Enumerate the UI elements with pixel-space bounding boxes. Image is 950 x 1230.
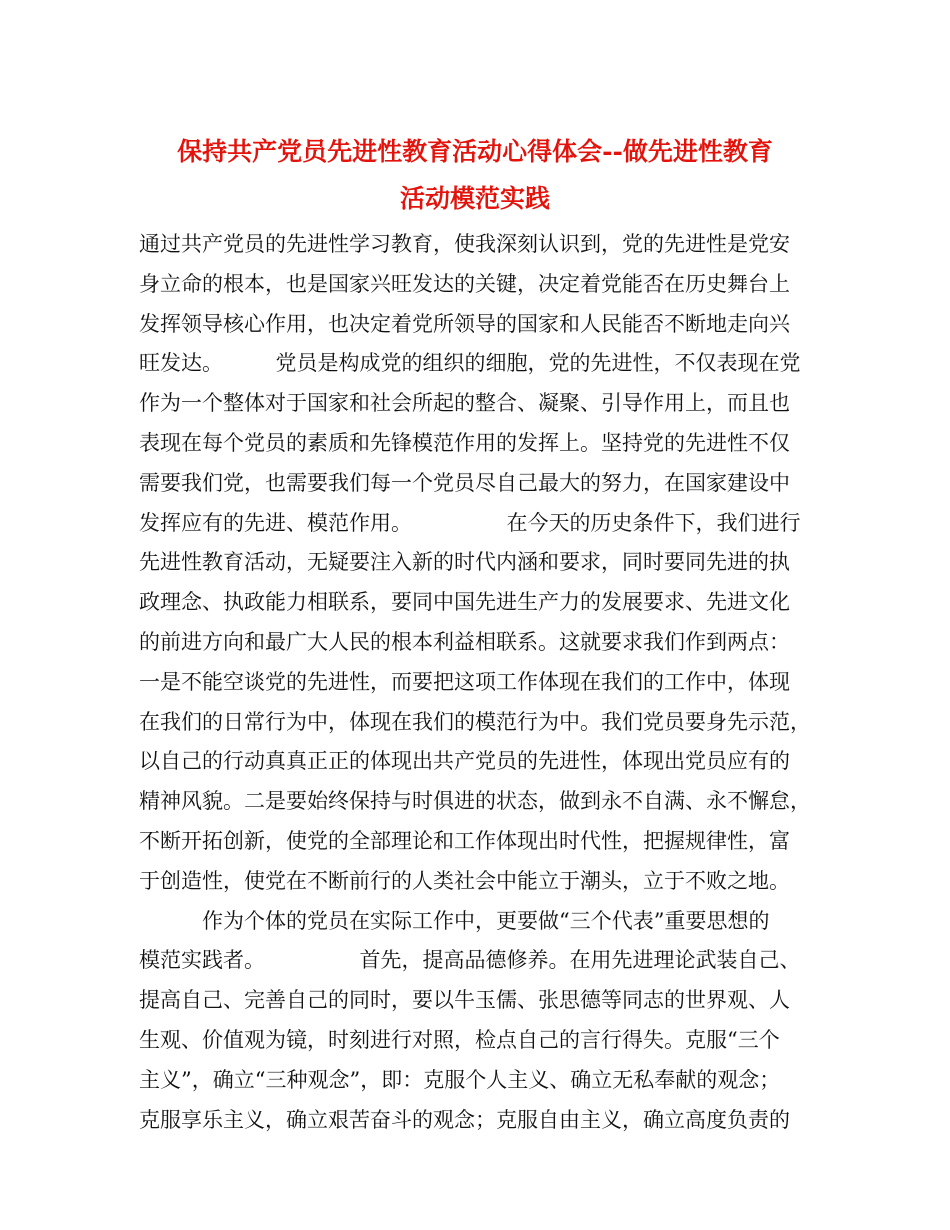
- body-line: 作为一个整体对于国家和社会所起的整合、凝聚、引导作用上，而且也: [139, 391, 790, 416]
- body-line: 克服享乐主义，确立艰苦奋斗的观念；克服自由主义，确立高度负责的: [139, 1107, 790, 1132]
- body-line: 在我们的日常行为中，体现在我们的模范行为中。我们党员要身先示范，: [139, 709, 811, 734]
- body-line: 精神风貌。二是要始终保持与时俱进的状态，做到永不自满、永不懈怠，: [139, 789, 811, 814]
- body-line: 发挥领导核心作用，也决定着党所领导的国家和人民能否不断地走向兴: [139, 311, 790, 336]
- body-line: 表现在每个党员的素质和先锋模范作用的发挥上。坚持党的先进性不仅: [139, 430, 790, 455]
- body-line: 旺发达。 党员是构成党的组织的细胞，党的先进性，不仅表现在党: [139, 351, 801, 376]
- body-line: 模范实践者。 首先，提高品德修养。在用先进理论武装自己、: [139, 948, 801, 973]
- document-title: [130, 128, 820, 222]
- body-line: 生观、价值观为镜，时刻进行对照，检点自己的言行得失。克服“三个: [139, 1027, 780, 1052]
- body-line: 提高自己、完善自己的同时，要以牛玉儒、张思德等同志的世界观、人: [139, 988, 790, 1013]
- body-line: 先进性教育活动，无疑要注入新的时代内涵和要求，同时要同先进的执: [139, 550, 790, 575]
- body-line: 以自己的行动真真正正的体现出共产党员的先进性，体现出党员应有的: [139, 749, 790, 774]
- document-body: [139, 225, 829, 1140]
- body-line: 作为个体的党员在实际工作中，更要做“三个代表”重要思想的: [139, 908, 770, 933]
- body-line: 需要我们党，也需要我们每一个党员尽自己最大的努力，在国家建设中: [139, 470, 790, 495]
- body-line: 的前进方向和最广大人民的根本利益相联系。这就要求我们作到两点：: [139, 629, 790, 654]
- body-line: 主义”，确立“三种观念”，即：克服个人主义、确立无私奉献的观念；: [139, 1067, 781, 1092]
- body-line: 不断开拓创新，使党的全部理论和工作体现出时代性，把握规律性，富: [139, 828, 790, 853]
- title-line: 活动模范实践: [399, 184, 550, 213]
- title-line: 保持共产党员先进性教育活动心得体会--做先进性教育: [177, 137, 773, 166]
- body-line: 于创造性，使党在不断前行的人类社会中能立于潮头，立于不败之地。: [139, 868, 790, 893]
- body-line: 通过共产党员的先进性学习教育，使我深刻认识到，党的先进性是党安: [139, 232, 790, 256]
- body-line: 一是不能空谈党的先进性，而要把这项工作体现在我们的工作中，体现: [139, 669, 790, 694]
- body-line: 身立命的根本，也是国家兴旺发达的关键，决定着党能否在历史舞台上: [139, 271, 790, 296]
- body-line: 政理念、执政能力相联系，要同中国先进生产力的发展要求、先进文化: [139, 590, 790, 615]
- body-line: 发挥应有的先进、模范作用。 在今天的历史条件下，我们进行: [139, 510, 801, 535]
